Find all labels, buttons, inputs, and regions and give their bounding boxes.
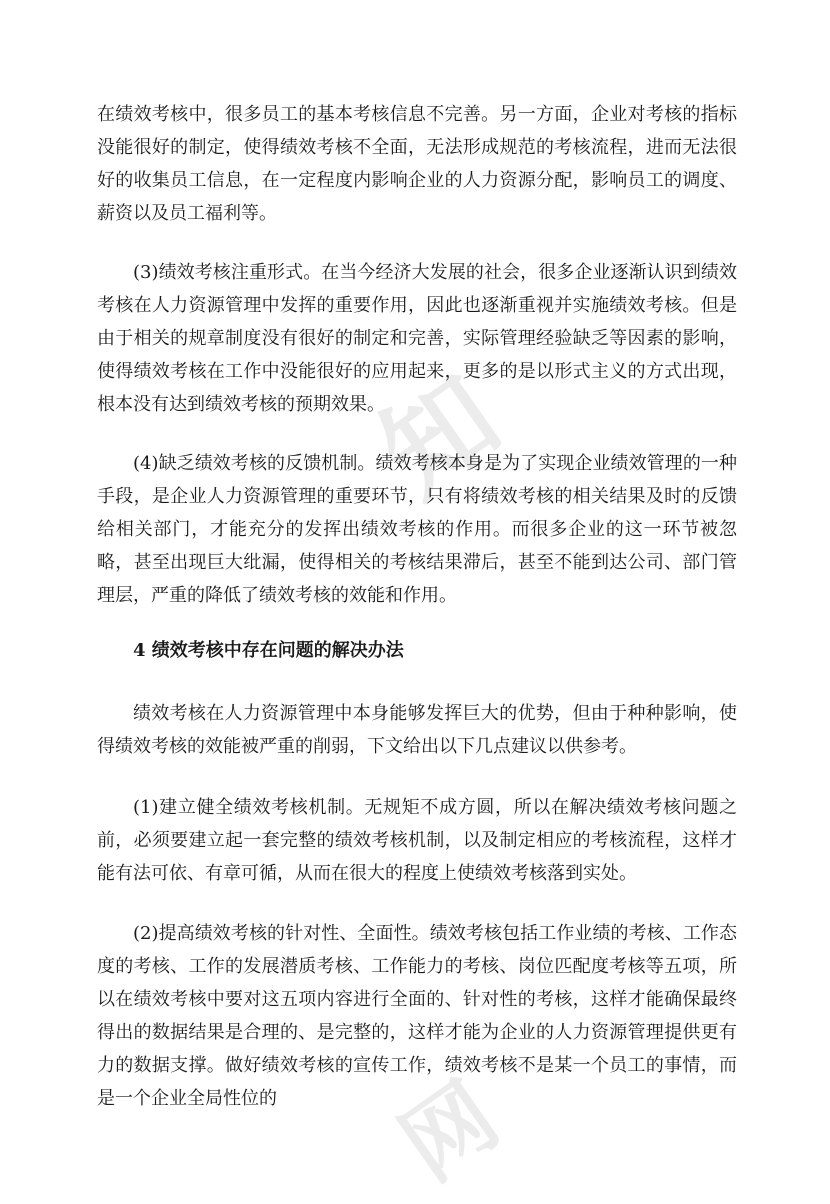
paragraph-measure-1: (1)建立健全绩效考核机制。无规矩不成方圆，所以在解决绩效考核问题之前，必须要建立起一套完整的绩效考核机制，以及制定相应的考核流程，这样才能有法可依、有章可循，从而在很大的程度上使绩效考核落到实处。: [97, 797, 737, 884]
watermark-upper: 知: [358, 352, 522, 521]
paragraph-intro-continued: 在绩效考核中，很多员工的基本考核信息不完善。另一方面，企业对考核的指标没能很好的制定，使得绩效考核不全面，无法形成规范的考核流程，进而无法很好的收集员工信息，在一定程度内影响企业的人力资源分配，影响员工的调度、薪资以及员工福利等。: [97, 104, 737, 224]
watermark-lower: 网: [382, 1063, 517, 1201]
paragraph-point-3: (3)绩效考核注重形式。在当今经济大发展的社会，很多企业逐渐认识到绩效考核在人力资源管理中发挥的重要作用，因此也逐渐重视并实施绩效考核。但是由于相关的规章制度没有很好的制定和完善，实际管理经验缺乏等因素的影响，使得绩效考核在工作中没能很好的应用起来，更多的是以形式主义的方式出现，根本没有达到绩效考核的预期效果。: [97, 262, 737, 415]
paragraph-point-4: (4)缺乏绩效考核的反馈机制。绩效考核本身是为了实现企业绩效管理的一种手段，是企业人力资源管理的重要环节，只有将绩效考核的相关结果及时的反馈给相关部门，才能充分的发挥出绩效考核的作用。而很多企业的这一环节被忽略，甚至出现巨大纰漏，使得相关的考核结果滞后，甚至不能到达公司、部门管理层，严重的降低了绩效考核的效能和作用。: [97, 453, 737, 606]
paragraph-measure-2: (2)提高绩效考核的针对性、全面性。绩效考核包括工作业绩的考核、工作态度的考核、工作的发展潜质考核、工作能力的考核、岗位匹配度考核等五项，所以在绩效考核中要对这五项内容进行全面的、针对性的考核，这样才能确保最终得出的数据结果是合理的、是完整的，这样才能为企业的人力资源管理提供更有力的数据支撑。做好绩效考核的宣传工作，绩效考核不是某一个员工的事情，而是一个企业全局性位的: [97, 923, 737, 1109]
paragraph-section-intro: 绩效考核在人力资源管理中本身能够发挥巨大的优势，但由于种种影响，使得绩效考核的效能被严重的削弱，下文给出以下几点建议以供参考。: [97, 703, 737, 757]
section-heading: 4 绩效考核中存在问题的解决办法: [133, 640, 404, 661]
